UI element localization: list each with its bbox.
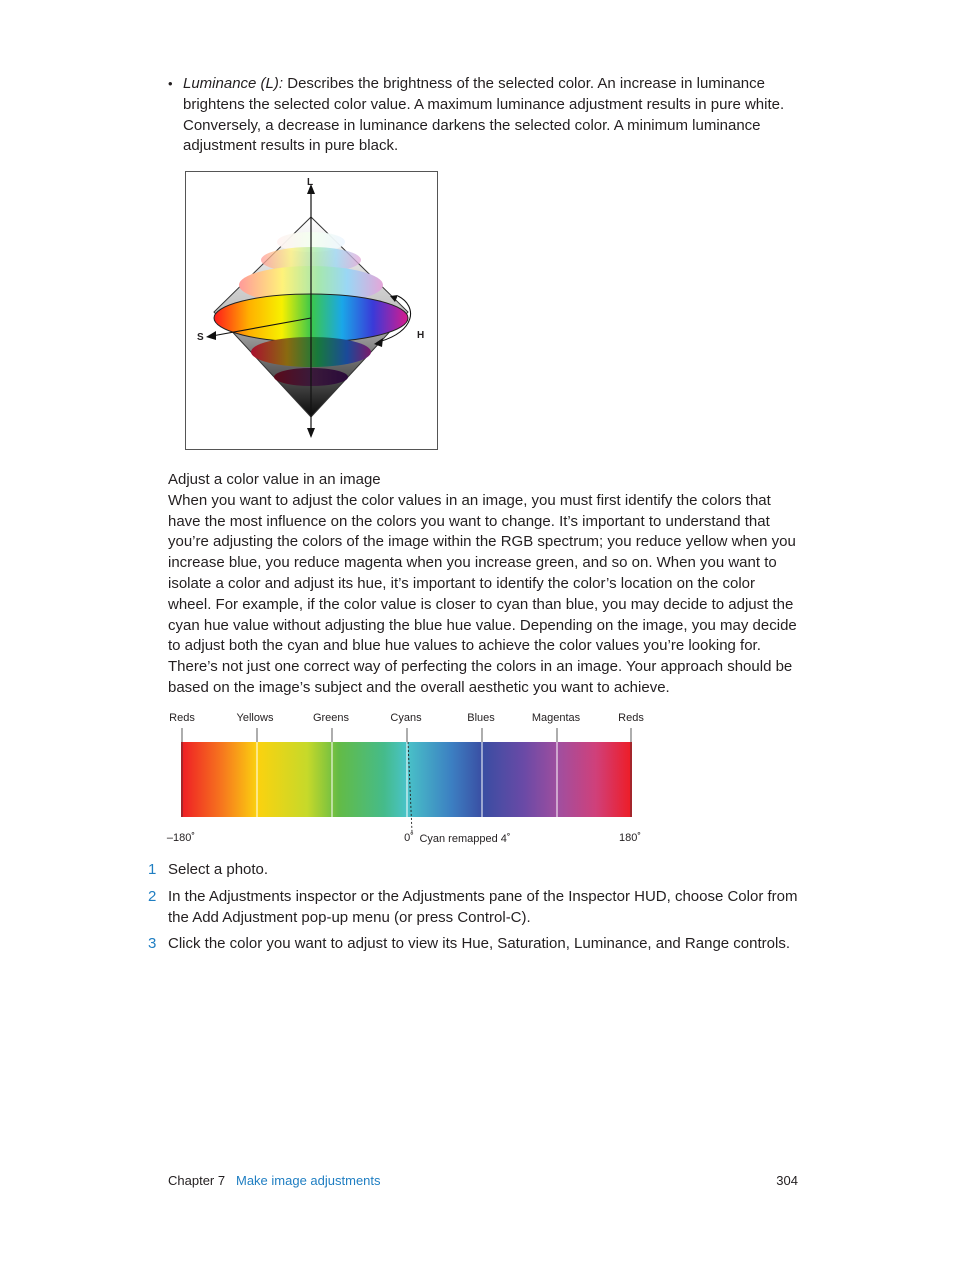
- spectrum-label-yellows: Yellows: [236, 712, 274, 724]
- axis-s-label: S: [197, 332, 204, 343]
- step-number: 2: [148, 887, 157, 905]
- cyan-remapped-annotation: Cyan remapped 4˚: [419, 833, 511, 845]
- spectrum-label-reds-left: Reds: [169, 712, 195, 724]
- step-item: [148, 887, 798, 929]
- step-text: In the Adjustments inspector or the Adjustments pane of the Inspector HUD, choose Color from the Add Adjustment pop-up menu (or press Control-C).: [168, 887, 798, 926]
- hsl-cone-diagram: [185, 171, 438, 450]
- step-number: 1: [148, 861, 157, 878]
- spectrum-label-greens: Greens: [312, 712, 350, 724]
- spectrum-label-reds-right: Reds: [618, 712, 644, 724]
- hsl-cone-graphic: [186, 172, 439, 451]
- step-item: [148, 934, 798, 955]
- luminance-bullet: [168, 74, 798, 157]
- spectrum-label-cyans: Cyans: [390, 712, 422, 724]
- step-number: 3: [148, 935, 157, 953]
- spectrum-value-min: –180˚: [166, 832, 196, 844]
- bullet-description: Describes the brightness of the selected color. An increase in luminance brightens the selected color value. A maximum luminance adjustment results in pure white. Conversely, a decrease in luminance darkens the selected color. A minimum luminance adjustment results in pure black.: [183, 75, 785, 155]
- bullet-text: [183, 74, 798, 157]
- spectrum-label-magentas: Magentas: [531, 712, 581, 724]
- bullet-term: Luminance (L):: [183, 75, 284, 92]
- step-text: Click the color you want to adjust to view its Hue, Saturation, Luminance, and Range controls.: [168, 935, 790, 953]
- step-item: [148, 860, 798, 881]
- axis-h-label: H: [417, 330, 425, 341]
- footer-chapter-link[interactable]: Make image adjustments: [236, 1173, 381, 1188]
- section-body: When you want to adjust the color values in an image, you must first identify the colors that have the most influence on the colors you want to change. It’s important to understand that you’re adjusting the colors of the image within the RGB spectrum; you reduce yellow when you increase blue, you reduce magenta when you increase green, and so on. When you want to isolate a color and adjust its hue, it’s important to identify the color’s location on the color wheel. For example, if the color value is closer to cyan than blue, you may decide to adjust the cyan hue value without adjusting the blue hue value. Depending on the image, you may decide to adjust both the cyan and blue hue values to achieve the color values you’re looking for. There’s not just one correct way of perfecting the colors in an image. Your approach should be based on the image’s subject and the overall aesthetic you want to achieve.: [168, 491, 797, 696]
- section-heading: Adjust a color value in an image: [168, 471, 381, 488]
- footer-page-number: 304: [776, 1173, 798, 1188]
- step-text: Select a photo.: [168, 861, 269, 878]
- footer-chapter: Chapter 7: [168, 1173, 226, 1188]
- spectrum-value-max: 180˚: [618, 832, 642, 844]
- adjust-color-section: [168, 470, 800, 699]
- spectrum-value-zero: 0˚: [404, 832, 414, 844]
- bullet-dot: •: [168, 76, 173, 91]
- spectrum-label-blues: Blues: [467, 712, 495, 724]
- axis-l-label: L: [307, 177, 314, 188]
- steps-list: [148, 860, 798, 961]
- hue-spectrum-diagram: [160, 708, 660, 853]
